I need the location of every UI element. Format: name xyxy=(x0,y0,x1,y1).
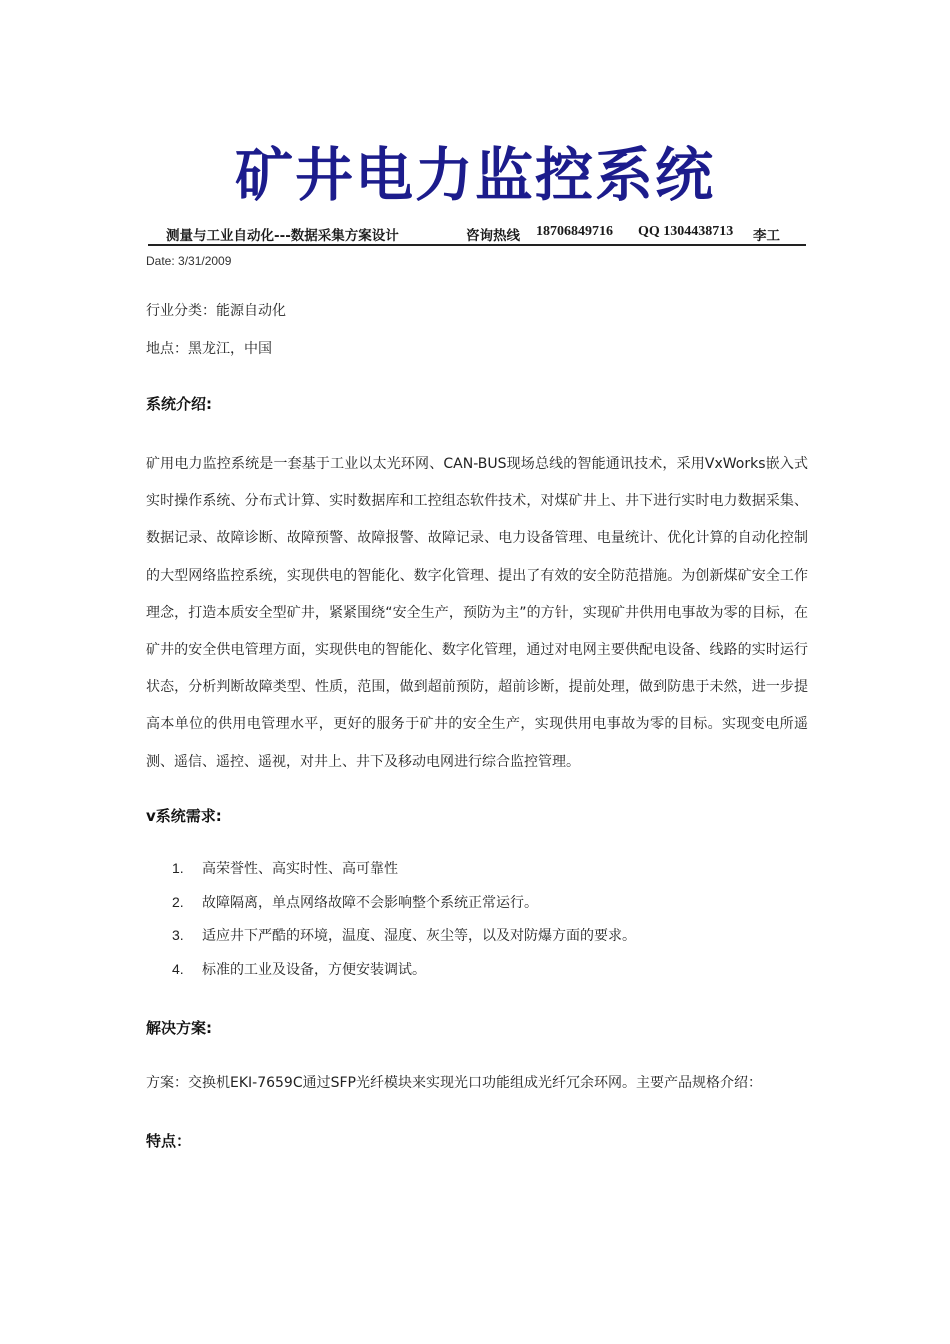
list-item xyxy=(172,858,636,892)
header-subtitle: 测量与工业自动化---数据采集方案设计 xyxy=(166,228,399,244)
features-heading: 特点： xyxy=(146,1132,192,1150)
industry-category: 行业分类：能源自动化 xyxy=(146,303,286,319)
list-item-number: 3. xyxy=(172,927,184,944)
list-item-number: 1. xyxy=(172,860,184,876)
intro-heading: 系统介绍: xyxy=(146,395,212,413)
list-item xyxy=(172,959,636,993)
hotline-phone: 18706849716 xyxy=(536,224,613,239)
document-date: Date: 3/31/2009 xyxy=(146,254,232,268)
list-item-number: 4. xyxy=(172,961,184,978)
intro-paragraph: 矿用电力监控系统是一套基于工业以太光环网、CAN-BUS现场总线的智能通讯技术，采用VxWorks嵌入式实时操作系统、分布式计算、实时数据库和工控组态软件技术，对煤矿井上、井下进行实时电力数据采集、数据记录、故障诊断、故障预警、故障报警、故障记录、电力设备管理、电量统计、优化计算的自动化控制的大型网络监控系统，实现供电的智能化、数字化管理、提出了有效的安全防范措施。为创新煤矿安全工作理念，打造本质安全型矿井，紧紧围绕“安全生产，预防为主”的方针，实现矿井供用电事故为零的目标，在矿井的安全供电管理方面，实现供电的智能化、数字化管理，通过对电网主要供配电设备、线路的实时运行状态，分析判断故障类型、性质，范围，做到超前预防，超前诊断，提前处理，做到防患于未然，进一步提高本单位的供用电管理水平，更好的服务于矿井的安全生产，实现供用电事故为零的目标。实现变电所遥测、遥信、遥控、遥视，对井上、井下及移动电网进行综合监控管理。 xyxy=(146,456,808,770)
list-item-number: 2. xyxy=(172,893,184,910)
list-item-text: 标准的工业及设备，方便安装调试。 xyxy=(202,962,426,979)
list-item-text: 高荣誉性、高实时性、高可靠性 xyxy=(202,861,398,877)
solution-heading: 解决方案: xyxy=(146,1019,212,1037)
list-item-text: 故障隔离，单点网络故障不会影响整个系统正常运行。 xyxy=(202,894,538,911)
requirements-heading: v系统需求: xyxy=(146,807,222,825)
list-item xyxy=(172,925,636,959)
location: 地点：黑龙江，中国 xyxy=(146,341,272,357)
contact-name: 李工 xyxy=(753,228,780,244)
page-title: 矿井电力监控系统 xyxy=(234,141,715,209)
qq-number: QQ 1304438713 xyxy=(638,224,734,239)
requirements-list xyxy=(172,858,636,993)
list-item xyxy=(172,892,636,926)
solution-paragraph: 方案：交换机EKI-7659C通过SFP光纤模块来实现光口功能组成光纤冗余环网。主要产品规格介绍： xyxy=(146,1075,762,1091)
hotline-label: 咨询热线 xyxy=(466,228,520,244)
header-bar xyxy=(148,222,806,246)
list-item-text: 适应井下严酷的环境，温度、湿度、灰尘等，以及对防爆方面的要求。 xyxy=(202,928,636,945)
